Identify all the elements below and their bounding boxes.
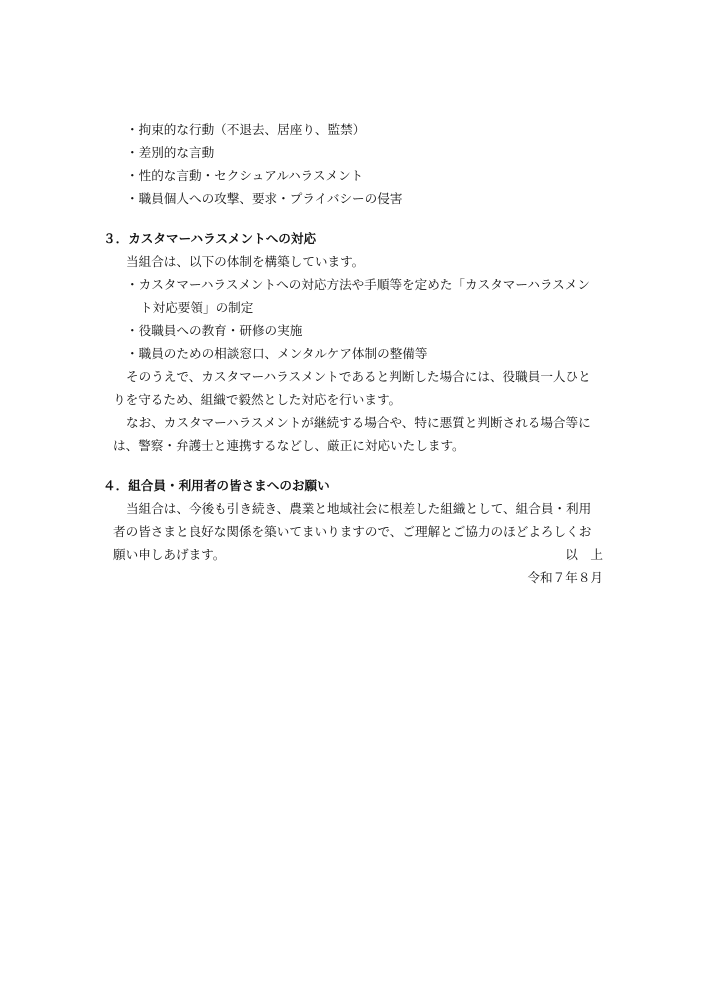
closing-mark: 以 上 (565, 547, 603, 562)
bullet-discrimination: ・差別的な言動 (126, 145, 215, 160)
section3-para1-line2: りを守るため、組織で毅然とした対応を行います。 (113, 392, 402, 407)
section4-line1: 当組合は、今後も引き続き、農業と地域社会に根差した組織として、組合員・利用 (126, 501, 592, 516)
section3-heading: ３．カスタマーハラスメントへの対応 (103, 231, 317, 246)
bullet-personal-attack: ・職員個人への攻撃、要求・プライバシーの侵害 (126, 191, 403, 206)
section3-para2-line1: なお、カスタマーハラスメントが継続する場合や、特に悪質と判断される場合等に (126, 415, 591, 430)
document-date: 令和７年８月 (527, 570, 603, 585)
section3-bullet-guideline-cont: ト対応要領」の制定 (140, 300, 254, 315)
bullet-sexual-harassment: ・性的な言動・セクシュアルハラスメント (126, 168, 364, 183)
section3-intro: 当組合は、以下の体制を構築しています。 (126, 254, 365, 269)
section3-bullet-guideline: ・カスタマーハラスメントへの対応方法や手順等を定めた「カスタマーハラスメン (126, 277, 590, 292)
section4-heading: ４．組合員・利用者の皆さまへのお願い (103, 478, 330, 493)
section4-line3: 願い申しあげます。 (113, 547, 226, 562)
section3-bullet-consultation: ・職員のための相談窓口、メンタルケア体制の整備等 (126, 346, 428, 361)
section4-line2: 者の皆さまと良好な関係を築いてまいりますので、ご理解とご協力のほどよろしくお (113, 524, 592, 539)
section3-para1-line1: そのうえで、カスタマーハラスメントであると判断した場合には、役職員一人ひと (126, 369, 591, 384)
bullet-restraint: ・拘束的な行動（不退去、居座り、監禁） (126, 122, 366, 137)
section3-para2-line2: は、警察・弁護士と連携するなどし、厳正に対応いたします。 (113, 438, 465, 453)
section3-bullet-training: ・役職員への教育・研修の実施 (126, 323, 303, 338)
